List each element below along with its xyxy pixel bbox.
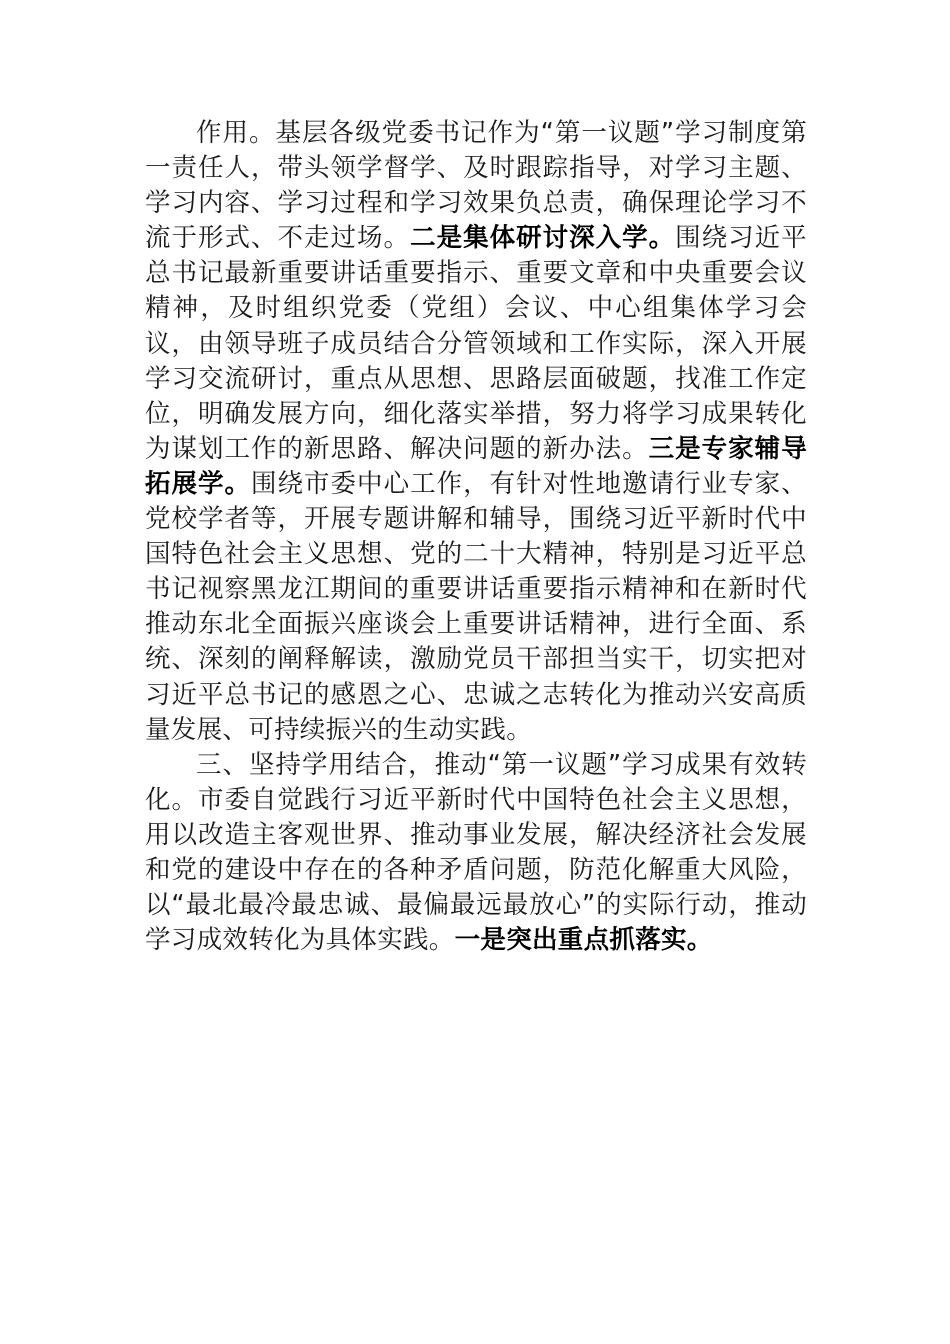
paragraph-2-text: 三、坚持学用结合，推动“第一议题”学习成果有效转化。市委自觉践行习近平新时代中国特色社会主义思想，用以改造主客观世界、推动事业发展，解决经济社会发展和党的建设中存在的各种矛盾问题，防范化解重大风险，以“最北最冷最忠诚、最偏最远最放心”的实际行动，推动学习成效转化为具体实践。 [145,749,807,956]
paragraph-1-text: 作用。基层各级党委书记作为“第一议题”学习制度第一责任人，带头领学督学、及时跟踪指导，对学习主题、学习内容、学习过程和学习效果负总责，确保理论学习不流于形式、不走过场。 [145,118,807,254]
paragraph-1 [145,116,807,748]
paragraph-1-text: 围绕市委中心工作，有针对性地邀请行业专家、党校学者等，开展专题讲解和辅导，围绕习近平新时代中国特色社会主义思想、党的二十大精神，特别是习近平总书记视察黑龙江期间的重要讲话重要指示精神和在新时代推动东北全面振兴座谈会上重要讲话精神，进行全面、系统、深刻的阐释解读，激励党员干部担当实干，切实把对习近平总书记的感恩之心、忠诚之志转化为推动兴安高质量发展、可持续振兴的生动实践。 [145,468,807,745]
bold-heading-expert-guidance: 三是专家辅导拓展学。 [145,433,807,499]
bold-heading-collective-study: 二是集体研讨深入学。 [410,223,676,254]
paragraph-2 [145,748,807,959]
bold-heading-focus-implementation: 一是突出重点抓落实。 [454,925,713,956]
paragraph-1-text: 围绕习近平总书记最新重要讲话重要指示、重要文章和中央重要会议精神，及时组织党委（党组）会议、中心组集体学习会议，由领导班子成员结合分管领域和工作实际，深入开展学习交流研讨，重点从思想、思路层面破题，找准工作定位，明确发展方向，细化落实举措，努力将学习成果转化为谋划工作的新思路、解决问题的新办法。 [145,223,807,464]
document-body [145,116,807,958]
